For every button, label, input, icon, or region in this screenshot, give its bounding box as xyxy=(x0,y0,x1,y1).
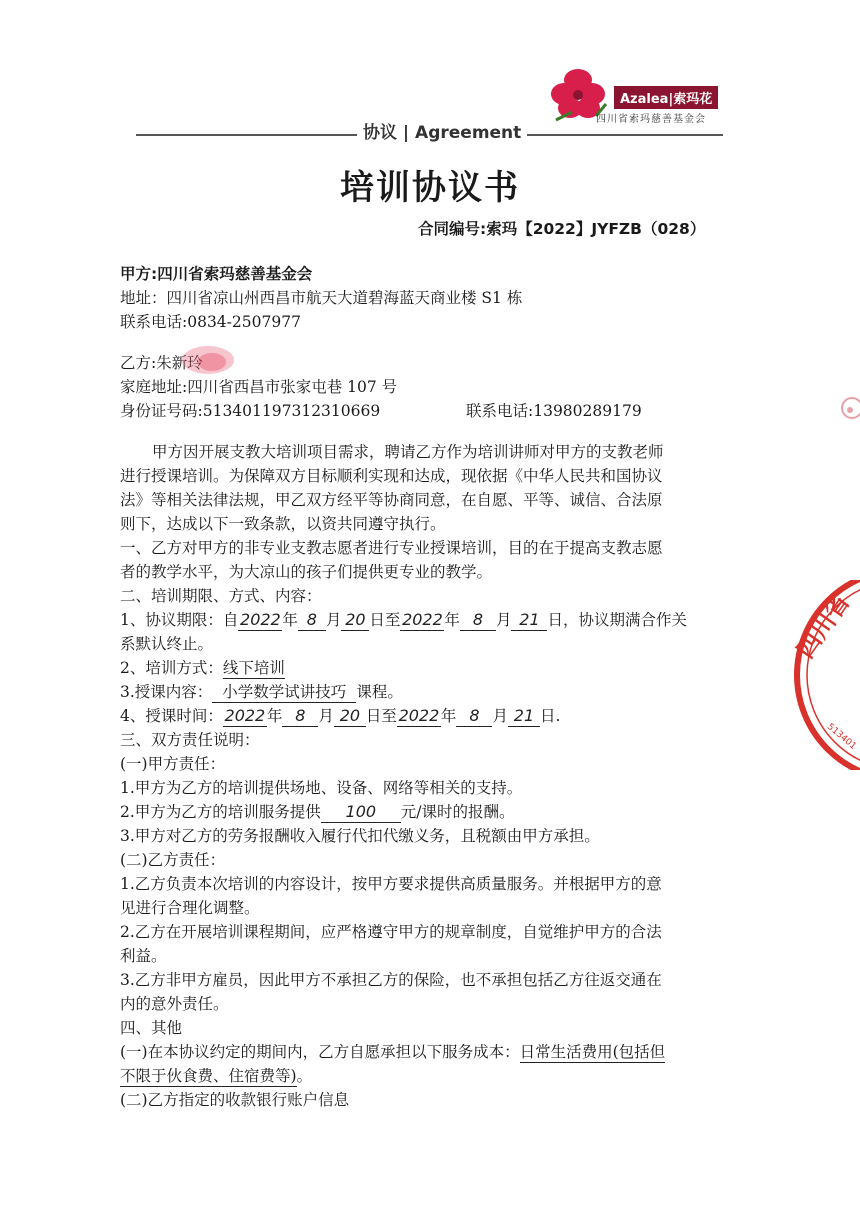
agreement-term xyxy=(120,608,687,632)
training-content-value: 小学数学试讲技巧 xyxy=(212,682,356,703)
term-end-month: 8 xyxy=(460,610,496,631)
seal-fragment-icon xyxy=(826,390,860,430)
teaching-time-suffix: 日. xyxy=(539,707,561,725)
header-agreement-tag: 协议 | Agreement xyxy=(357,118,527,143)
official-seal-icon xyxy=(790,580,860,770)
teaching-time-prefix: 4、授课时间： xyxy=(120,707,223,725)
term-start-month: 8 xyxy=(298,610,326,631)
contract-number: 合同编号:索玛【2022】JYFZB（028） xyxy=(418,220,706,238)
teaching-year-label: 年 xyxy=(266,707,283,725)
foundation-logo xyxy=(548,64,726,126)
term-end-year: 2022 xyxy=(402,610,443,629)
party-a-address: 地址：四川省凉山州西昌市航天大道碧海蓝天商业楼 S1 栋 xyxy=(120,289,523,307)
term-start-day: 20 xyxy=(341,610,369,631)
term-month-label: 月 xyxy=(495,611,512,629)
seal-number: 513401 xyxy=(825,722,858,752)
teaching-end-month: 8 xyxy=(456,706,492,727)
party-b-duty-1: 1.乙方负责本次培训的内容设计，按甲方要求提供高质量服务。并根据甲方的意 xyxy=(120,875,662,893)
party-b-phone: 联系电话:13980289179 xyxy=(466,402,642,420)
term-start-year: 2022 xyxy=(240,610,281,629)
party-a-phone: 联系电话:0834-2507977 xyxy=(120,313,301,331)
other-clause-1-value: 日常生活费用(包括但 xyxy=(519,1043,666,1061)
teaching-start-day: 20 xyxy=(334,706,366,727)
party-b-duty-2: 2.乙方在开展培训课程期间，应严格遵守甲方的规章制度，自觉维护甲方的合法 xyxy=(120,923,662,941)
teaching-to-label: 日至 xyxy=(365,707,397,725)
party-b-id: 身份证号码:513401197312310669 xyxy=(120,402,381,420)
other-clause-1-value-cont: 不限于伙食费、住宿费等) xyxy=(120,1067,297,1085)
party-a-duty-1: 1.甲方为乙方的培训提供场地、设备、网络等相关的支持。 xyxy=(120,779,523,797)
section1-line: 者的教学水平，为大凉山的孩子们提供更专业的教学。 xyxy=(120,563,493,581)
logo-org-name: 四川省索玛慈善基金会 xyxy=(596,114,706,125)
training-method xyxy=(120,656,285,680)
training-content-label: 3.授课内容： xyxy=(120,683,213,701)
logo-brand-label: Azalea|索玛花 xyxy=(614,86,718,109)
teaching-month-label: 月 xyxy=(318,707,334,725)
other-clause-1-suffix: 。 xyxy=(296,1067,313,1085)
remuneration-amount: 100 xyxy=(321,802,401,823)
term-month-label: 月 xyxy=(325,611,342,629)
section2-heading: 二、培训期限、方式、内容： xyxy=(120,587,322,605)
section1-line: 一、乙方对甲方的非专业支教志愿者进行专业授课培训，目的在于提高支教志愿 xyxy=(120,539,663,557)
preamble-line: 则下，达成以下一致条款，以资共同遵守执行。 xyxy=(120,515,446,533)
party-b-duty-heading: (二)乙方责任： xyxy=(120,851,226,869)
fingerprint-mark-icon xyxy=(178,340,238,380)
party-b-duty-3-cont: 内的意外责任。 xyxy=(120,995,229,1013)
remuneration-suffix: 元/课时的报酬。 xyxy=(400,803,515,821)
other-clause-1 xyxy=(120,1040,665,1064)
training-method-label: 2、培训方式： xyxy=(120,659,223,677)
teaching-start-year: 2022 xyxy=(224,706,266,725)
teaching-start-month: 8 xyxy=(282,706,318,727)
teaching-month-label: 月 xyxy=(492,707,508,725)
section4-heading: 四、其他 xyxy=(120,1019,183,1037)
term-to-label: 日至 xyxy=(369,611,401,629)
party-b-duty-2-cont: 利益。 xyxy=(120,947,167,965)
training-content-suffix: 课程。 xyxy=(356,683,403,701)
preamble-line: 法》等相关法律法规，甲乙双方经平等协商同意，在自愿、平等、诚信、合法原 xyxy=(120,491,663,509)
party-a-duty-heading: (一)甲方责任： xyxy=(120,755,226,773)
teaching-end-day: 21 xyxy=(508,706,540,727)
preamble-line: 甲方因开展支教大培训项目需求，聘请乙方作为培训讲师对甲方的支教老师 xyxy=(152,443,664,461)
other-clause-2: (二)乙方指定的收款银行账户信息 xyxy=(120,1091,350,1109)
term-prefix: 1、协议期限：自 xyxy=(120,611,239,629)
preamble-line: 进行授课培训。为保障双方目标顺利实现和达成，现依据《中华人民共和国协议 xyxy=(120,467,663,485)
agreement-term-cont: 系默认终止。 xyxy=(120,635,214,653)
training-method-value: 线下培训 xyxy=(222,659,285,677)
term-suffix: 日，协议期满合作关 xyxy=(547,611,687,629)
remuneration-prefix: 2.甲方为乙方的培训服务提供 xyxy=(120,803,321,821)
teaching-time xyxy=(120,704,560,728)
seal-text: 四川省 xyxy=(791,588,856,664)
term-year-label: 年 xyxy=(282,611,298,629)
document-title: 培训协议书 xyxy=(340,168,520,208)
term-end-day: 21 xyxy=(511,610,547,631)
teaching-end-year: 2022 xyxy=(398,706,440,725)
party-b-duty-3: 3.乙方非甲方雇员，因此甲方不承担乙方的保险，也不承担包括乙方往返交通在 xyxy=(120,971,662,989)
other-clause-1-cont xyxy=(120,1064,312,1088)
party-a-duty-3: 3.甲方对乙方的劳务报酬收入履行代扣代缴义务，且税额由甲方承担。 xyxy=(120,827,600,845)
term-year-label: 年 xyxy=(444,611,460,629)
section3-heading: 三、双方责任说明： xyxy=(120,731,260,749)
party-a-duty-2 xyxy=(120,800,515,824)
party-b-name: 乙方:朱新玲 xyxy=(120,354,203,372)
party-b-address: 家庭地址:四川省西昌市张家屯巷 107 号 xyxy=(120,378,398,396)
other-clause-1-prefix: (一)在本协议约定的期间内，乙方自愿承担以下服务成本： xyxy=(120,1043,520,1061)
training-content xyxy=(120,680,403,704)
party-b-duty-1-cont: 见进行合理化调整。 xyxy=(120,899,260,917)
party-a-name: 甲方:四川省索玛慈善基金会 xyxy=(120,265,313,283)
teaching-year-label: 年 xyxy=(440,707,457,725)
